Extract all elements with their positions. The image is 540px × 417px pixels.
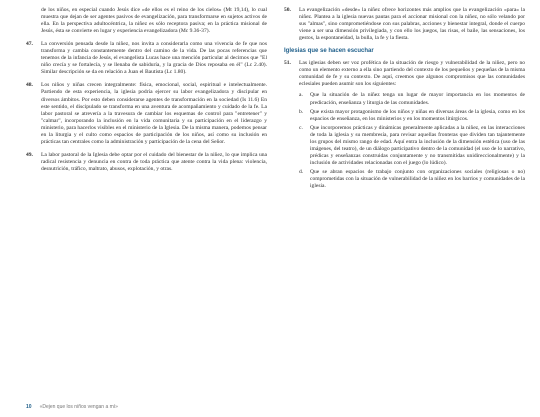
paragraph-50	[284, 7, 525, 42]
section-heading: Iglesias que se hacen escuchar	[284, 48, 374, 55]
list-item-letter: d.	[299, 168, 304, 175]
paragraph-47	[26, 41, 267, 76]
paragraph-number: 51.	[284, 60, 291, 67]
paragraph-number: 49.	[26, 151, 33, 158]
right-column	[284, 7, 525, 192]
list-item-letter: c.	[299, 124, 303, 131]
list-item	[299, 169, 525, 190]
continuation-paragraph: de los niños, en especial cuando Jesús dice «de ellos es el reino de los cielos» (Mt 19,14), lo cual muestra que dejan de ser agentes pasivos de evangelización, para transformarse en sujetos activos de ella. En la perspectiva adultocéntrica, la niñez es sólo receptora pasiva; en la práctica misional de Jesús, ésta se convierte en lugar y experiencia evangelizadora (Mc 9.36-37).	[41, 7, 267, 35]
list-item	[299, 92, 525, 106]
list-item	[299, 109, 525, 123]
list-item-letter: b.	[299, 108, 304, 115]
paragraph-number: 50.	[284, 7, 291, 13]
list-item-text: Que incorporemos prácticas y dinámicas generalmente aplicadas a la niñez, en las interacciones de toda la iglesia y su membresía, para revisar aquellas fronteras que dividen tan tajantemente los grupos del mismo rango de edad. Aquí entra la inclusión de la dimensión estética (uso de las imágenes, del teatro), de un diálogo participativo dentro de la comunidad (el uso de lo narrativo, prédicas y enseñanzas construidas conjuntamente y no transmitidas unidireccionalmente) y la inclusión de actividades relacionadas con el juego (lo lúdico).	[310, 124, 525, 166]
paragraph-text: La evangelización «desde» la niñez ofrece horizontes más amplios que la evangelización «para» la niñez. Plantea a la iglesia nuevas pautas para el accionar misional con la niñez, no sólo velando por sus "almas", sino comprometiéndose con sus palabras, acciones y bienestar integral, donde el cuerpo viene a ser una dimensión privilegiada, y con ello los juegos, las risas, el baile, las sensaciones, los gestos, la espontaneidad, la bulla, la fe y la fiesta.	[299, 7, 525, 42]
paragraph-text: Los niños y niñas crecen integralmente: física, emocional, social, espiritual e intelectualmente. Partiendo de esta experiencia, la iglesia podría ejercer su labor evangelizadora y discipular en diversos ámbitos. Por esto deben considerarse agentes de transformación en la sociedad (Is 11.6) En este sentido, el discipulado se transforma en una aventura de acompañamiento y cuidado de la fe. La labor pastoral se atrevería a la travesura de cambiar los esquemas de control para "entretener" y "calmar", incorporando la inclusión en la vida comunitaria y su participación en el liderazgo y ministerio, para hacerlos visibles en el ministerio de la Iglesia. De la misma manera, podemos pensar en la liturgia y el culto como espacios de participación de los niños, así como su inclusión en prácticas tan centrales como la administración y participación de la cena del Señor.	[41, 82, 267, 145]
page-number: 10	[26, 404, 32, 410]
left-column	[26, 7, 267, 179]
paragraph-48	[26, 82, 267, 145]
footer-text: «Dejen que los niños vengan a mí»	[39, 404, 118, 410]
list-item	[299, 125, 525, 167]
list-item-text: Que exista mayor protagonismo de los niños y niñas en diversas áreas de la iglesia, como en los espacios de enseñanza, en los ministerios y en los momentos litúrgicos.	[310, 108, 525, 122]
list-item-letter: a.	[299, 92, 303, 99]
commitment-list	[299, 92, 525, 190]
paragraph-text: La labor pastoral de la Iglesia debe optar por el cuidado del bienestar de la niñez, lo que implica una radical resistencia y denuncia en contra de toda práctica que atente contra la vida plena: violencia, desnutrición, tráfico, maltrato, abusos, explotación, y otras.	[41, 151, 267, 172]
paragraph-text: La conversión pensada desde la niñez, nos invita a considerarla como una vivencia de fe que nos transforma y cambia constantemente dentro del camino de la vida. De las pocas referencias que tenemos de la infancia de Jesús, el evangelista Lucas hace una mención particular al decirnos que "El niño crecía y se fortalecía, y se llenaba de sabiduría, y la gracia de Dios reposaba en él" (Lc 2.40). Similar descripción se da en relación a Juan el Bautista (Lc 1.80).	[41, 41, 267, 76]
paragraph-number: 48.	[26, 82, 33, 89]
paragraph-49	[26, 152, 267, 173]
paragraph-text: Las iglesias deben ser voz profética de la situación de riesgo y vulnerabilidad de la niñez, pero no como un elemento externo a ella sino partiendo del contexto de los pequeños y pequeñas de la misma comunidad de fe y su contexto. De aquí, creemos que algunos compromisos que las comunidades eclesiales pueden asumir son los siguientes:	[299, 60, 525, 88]
page-footer	[26, 404, 118, 410]
paragraph-number: 47.	[26, 41, 33, 48]
list-item-text: Que la situación de la niñez tenga un lugar de mayor importancia en los momentos de predicación, enseñanza y liturgia de las comunidades.	[310, 92, 525, 106]
paragraph-51	[284, 60, 525, 88]
list-item-text: Que se abran espacios de trabajo conjunto con organizaciones sociales (religiosas o no) comprometidas con la situación de vulnerabilidad de la niñez en los barrios y comunidades de la iglesia.	[310, 168, 525, 190]
